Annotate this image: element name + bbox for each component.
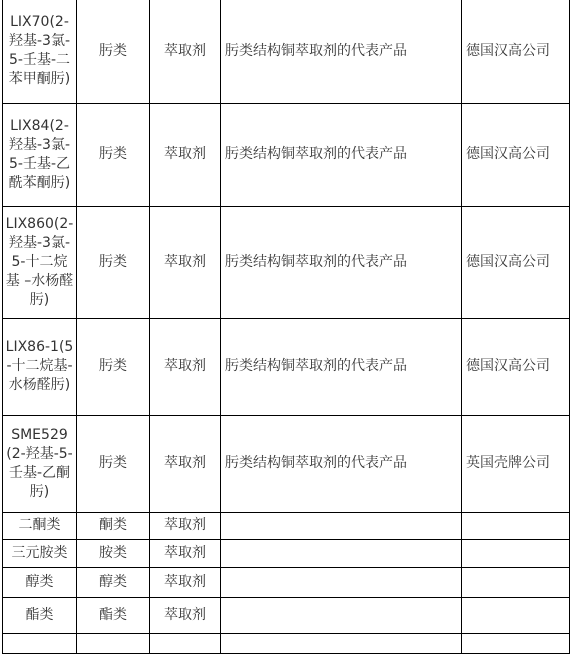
table-row <box>3 318 570 415</box>
type-cell: 醇类 <box>77 567 150 597</box>
company-cell: 英国壳牌公司 <box>462 415 570 512</box>
type-cell: 肟类 <box>77 0 150 103</box>
company-cell: 德国汉高公司 <box>462 103 570 206</box>
company-cell <box>462 512 570 539</box>
extractant-table <box>2 0 570 654</box>
description-cell: 肟类结构铜萃取剂的代表产品 <box>221 415 462 512</box>
function-cell: 萃取剂 <box>150 597 221 633</box>
description-cell: 肟类结构铜萃取剂的代表产品 <box>221 206 462 318</box>
product-name-cell: LIX70(2-羟基-3氯-5-壬基-二苯甲酮肟) <box>3 0 77 103</box>
table-row <box>3 206 570 318</box>
company-cell: 德国汉高公司 <box>462 318 570 415</box>
function-cell: 萃取剂 <box>150 567 221 597</box>
product-name-cell: 醇类 <box>3 567 77 597</box>
company-cell: 德国汉高公司 <box>462 0 570 103</box>
table-row <box>3 0 570 103</box>
product-name-cell: 三元胺类 <box>3 539 77 567</box>
type-cell: 肟类 <box>77 318 150 415</box>
product-name-cell: LIX86-1(5-十二烷基-水杨醛肟) <box>3 318 77 415</box>
table-row <box>3 567 570 597</box>
function-cell: 萃取剂 <box>150 318 221 415</box>
function-cell: 萃取剂 <box>150 539 221 567</box>
table-row <box>3 539 570 567</box>
function-cell: 萃取剂 <box>150 415 221 512</box>
product-name-cell: LIX84(2-羟基-3氯-5-壬基-乙酰苯酮肟) <box>3 103 77 206</box>
function-cell: 萃取剂 <box>150 103 221 206</box>
company-cell: 德国汉高公司 <box>462 206 570 318</box>
type-cell: 肟类 <box>77 206 150 318</box>
description-cell: 肟类结构铜萃取剂的代表产品 <box>221 0 462 103</box>
table-row <box>3 103 570 206</box>
description-cell <box>221 567 462 597</box>
description-cell <box>221 512 462 539</box>
description-cell: 肟类结构铜萃取剂的代表产品 <box>221 318 462 415</box>
type-cell: 酯类 <box>77 597 150 633</box>
function-cell: 萃取剂 <box>150 206 221 318</box>
description-cell <box>221 539 462 567</box>
company-cell <box>462 539 570 567</box>
function-cell: 萃取剂 <box>150 0 221 103</box>
product-name-cell: SME529(2-羟基-5-壬基-乙酮肟) <box>3 415 77 512</box>
product-name-cell: 二酮类 <box>3 512 77 539</box>
type-cell: 肟类 <box>77 103 150 206</box>
company-cell <box>462 597 570 633</box>
description-cell <box>221 597 462 633</box>
company-cell <box>462 567 570 597</box>
type-cell: 酮类 <box>77 512 150 539</box>
product-name-cell: 酯类 <box>3 597 77 633</box>
extractant-table-container <box>2 0 569 654</box>
function-cell: 萃取剂 <box>150 512 221 539</box>
table-row <box>3 415 570 512</box>
table-row <box>3 597 570 633</box>
type-cell: 肟类 <box>77 415 150 512</box>
description-cell: 肟类结构铜萃取剂的代表产品 <box>221 103 462 206</box>
table-row <box>3 512 570 539</box>
type-cell: 胺类 <box>77 539 150 567</box>
table-row-partial <box>3 633 570 653</box>
product-name-cell: LIX860(2-羟基-3氯-5-十二烷基 –水杨醛肟) <box>3 206 77 318</box>
